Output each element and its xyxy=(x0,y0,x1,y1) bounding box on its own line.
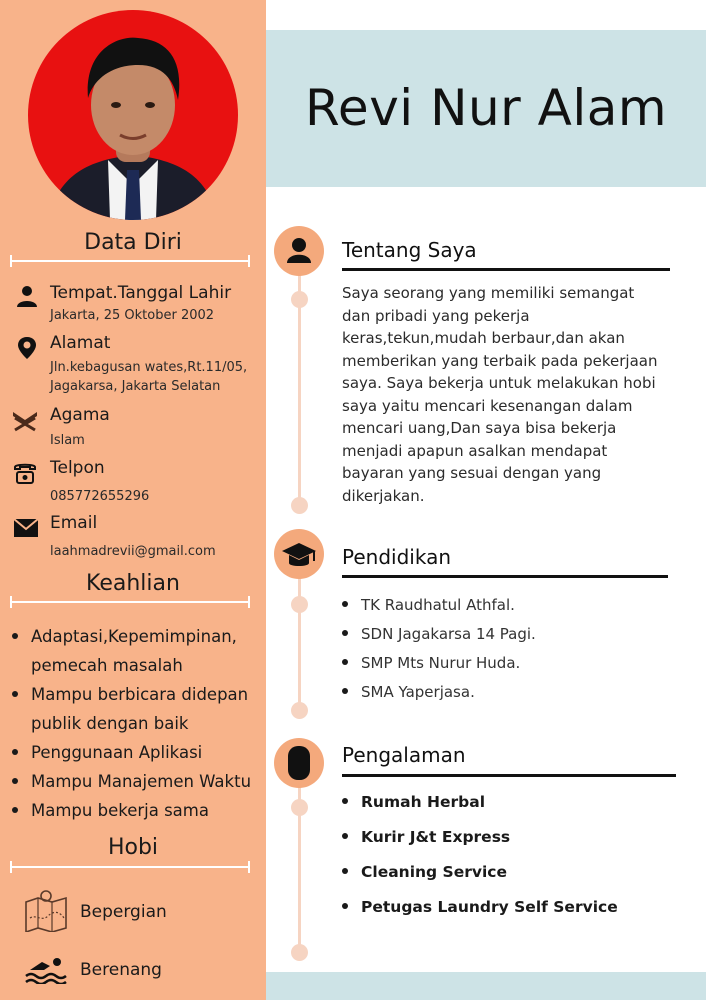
experience-item: Cleaning Service xyxy=(342,863,507,881)
divider xyxy=(10,866,250,868)
contact-value-address-line2: Jagakarsa, Jakarta Selatan xyxy=(50,379,221,394)
briefcase-icon xyxy=(274,738,324,788)
experience-item: Petugas Laundry Self Service xyxy=(342,898,618,916)
about-icon-circle xyxy=(274,226,324,276)
hobby-travel: Bepergian xyxy=(80,902,167,922)
timeline-dot xyxy=(291,291,308,308)
quran-stand-icon xyxy=(11,406,39,432)
profile-photo xyxy=(28,10,238,220)
contact-label-address: Alamat xyxy=(50,333,111,353)
map-icon xyxy=(24,888,68,932)
timeline-dot xyxy=(291,497,308,514)
education-item: SMP Mts Nurur Huda. xyxy=(342,654,520,672)
timeline-dot xyxy=(291,944,308,961)
contact-label-email: Email xyxy=(50,513,98,533)
sidebar xyxy=(0,0,266,1000)
divider xyxy=(10,260,250,262)
graduation-cap-icon xyxy=(274,529,324,579)
swimmer-icon xyxy=(24,956,68,984)
education-item: SDN Jagakarsa 14 Pagi. xyxy=(342,625,536,643)
contact-label-birth: Tempat.Tanggal Lahir xyxy=(50,283,232,303)
about-paragraph: Saya seorang yang memiliki semangat dan pribadi yang pekerja keras,tekun,mudah berbaur,dan akan memberikan yang terbaik pada pekerjaan saya. Saya bekerja untuk melakukan hobi saya yaitu mencari kesenangan dalam mencari uang,Dan saya bisa bekerja menjadi apapun asalkan mendapat bayaran yang sesuai dengan yang dikerjakan. xyxy=(342,284,658,505)
education-icon-circle xyxy=(274,529,324,579)
contact-value-address-line1: Jln.kebagusan wates,Rt.11/05, xyxy=(50,360,248,375)
skill-item: Penggunaan Aplikasi xyxy=(12,738,202,767)
telephone-icon xyxy=(13,461,37,485)
timeline-dot xyxy=(291,799,308,816)
education-title: Pendidikan xyxy=(342,545,451,569)
skills-heading: Keahlian xyxy=(86,571,180,596)
education-item: TK Raudhatul Athfal. xyxy=(342,596,515,614)
skill-item-continued: publik dengan baik xyxy=(31,714,189,733)
about-title: Tentang Saya xyxy=(342,238,477,262)
experience-item: Kurir J&t Express xyxy=(342,828,510,846)
experience-icon-circle xyxy=(274,738,324,788)
skill-item: Adaptasi,Kepemimpinan, xyxy=(12,622,237,651)
education-item: SMA Yaperjasa. xyxy=(342,683,475,701)
hobbies-heading: Hobi xyxy=(107,835,159,860)
person-icon xyxy=(274,226,324,276)
experience-title: Pengalaman xyxy=(342,743,466,767)
full-name: Revi Nur Alam xyxy=(304,79,668,137)
skill-item: Mampu berbicara didepan xyxy=(12,680,248,709)
person-icon xyxy=(15,284,39,308)
envelope-icon xyxy=(13,518,39,538)
section-underline xyxy=(342,268,670,271)
person-portrait-icon xyxy=(28,10,238,220)
section-underline xyxy=(342,774,676,777)
personal-data-heading: Data Diri xyxy=(84,230,182,255)
contact-label-phone: Telpon xyxy=(50,458,105,478)
timeline-line xyxy=(298,275,301,510)
hobby-swimming: Berenang xyxy=(80,960,162,980)
contact-value-religion: Islam xyxy=(50,433,85,448)
experience-item: Rumah Herbal xyxy=(342,793,485,811)
timeline-dot xyxy=(291,702,308,719)
location-pin-icon xyxy=(15,336,39,360)
timeline-dot xyxy=(291,596,308,613)
contact-value-phone: 085772655296 xyxy=(50,489,150,504)
divider xyxy=(10,601,250,603)
contact-label-religion: Agama xyxy=(50,405,110,425)
name-banner xyxy=(266,30,706,187)
section-underline xyxy=(342,575,668,578)
skill-item: Mampu Manajemen Waktu xyxy=(12,767,251,796)
skill-item-continued: pemecah masalah xyxy=(31,656,183,675)
skill-item: Mampu bekerja sama xyxy=(12,796,209,825)
contact-value-email: laahmadrevii@gmail.com xyxy=(50,544,216,559)
footer-band xyxy=(266,972,706,1000)
contact-value-birth: Jakarta, 25 Oktober 2002 xyxy=(50,308,215,323)
